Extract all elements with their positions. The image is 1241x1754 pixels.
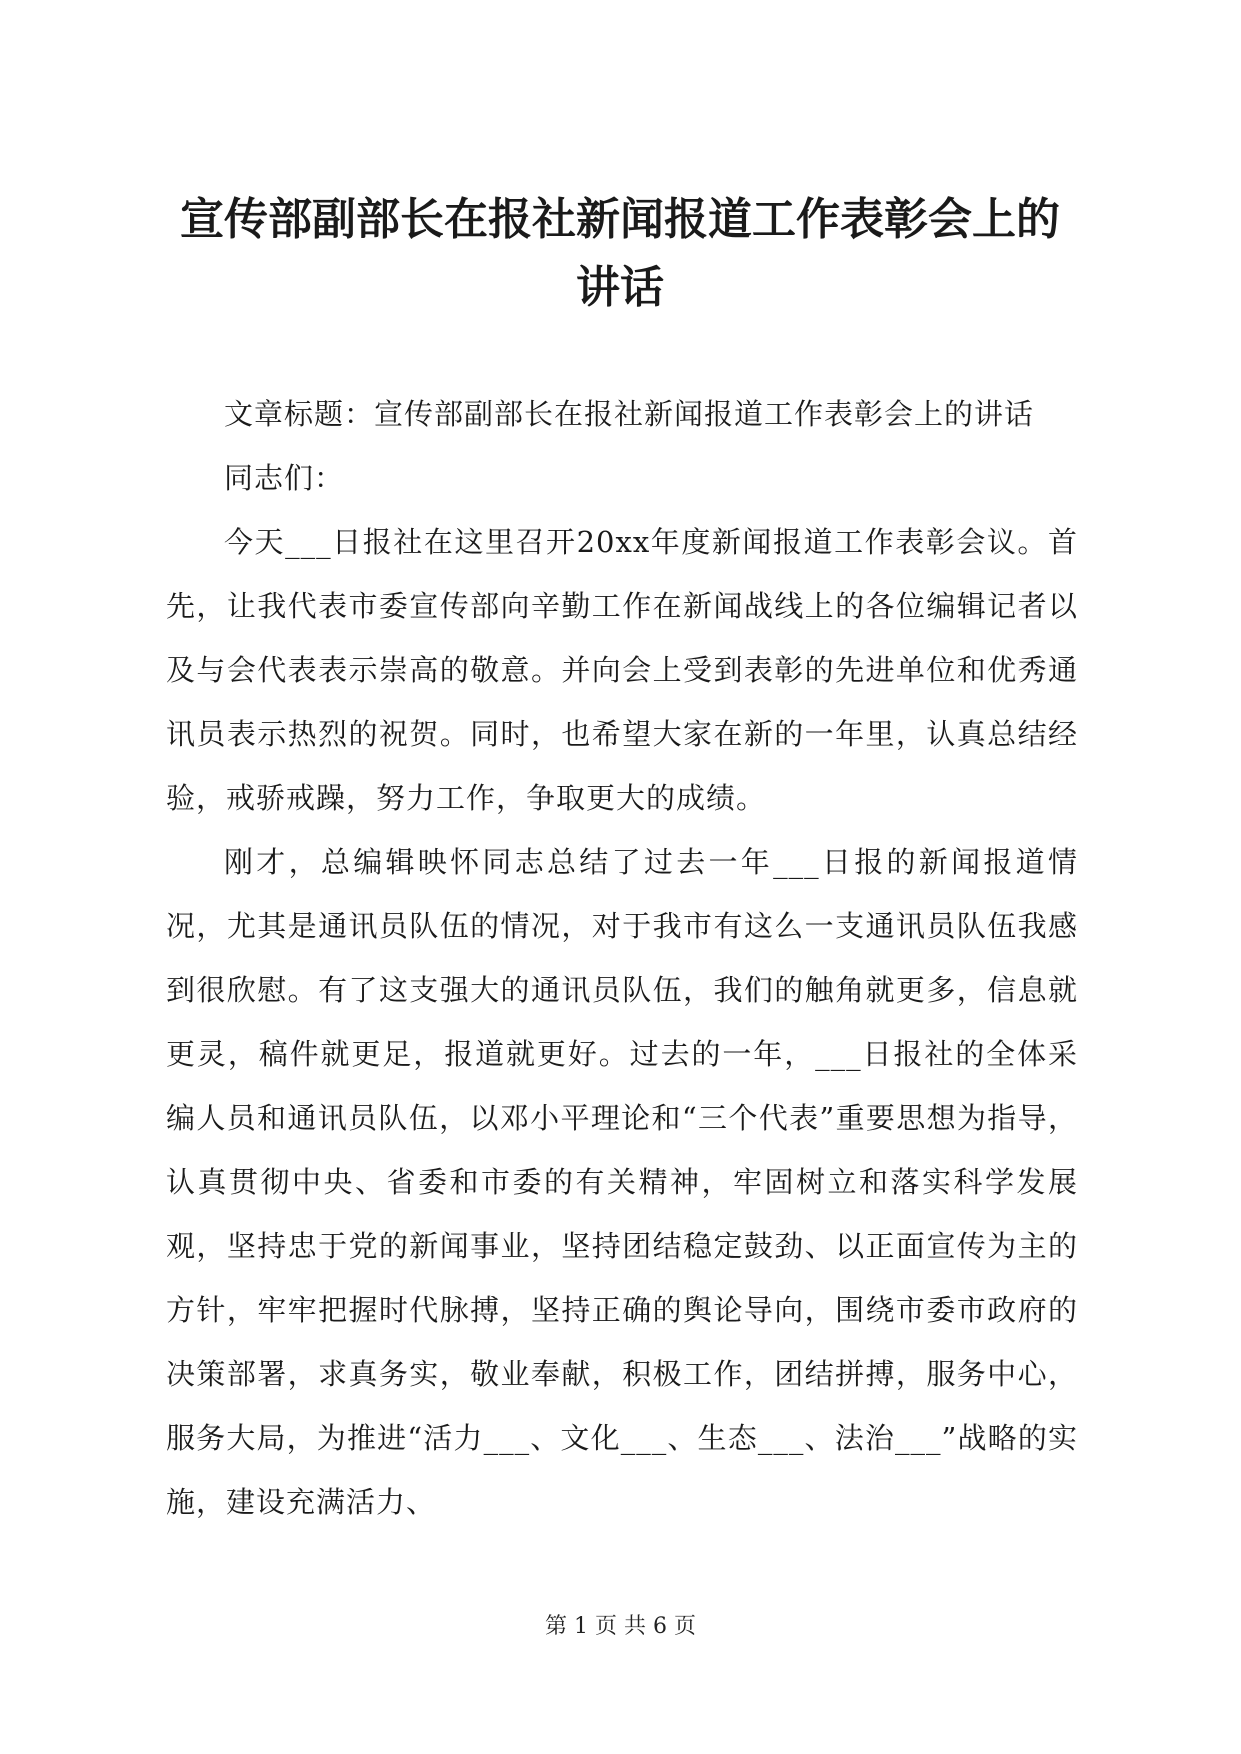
paragraph-article-title: 文章标题：宣传部副部长在报社新闻报道工作表彰会上的讲话: [224, 397, 1035, 431]
document-title: 宣传部副部长在报社新闻报道工作表彰会上的讲话: [180, 194, 1060, 313]
page-footer: 第 1 页 共 6 页: [545, 1614, 696, 1639]
document-body: [166, 382, 1078, 1534]
paragraph-opening: 今天___日报社在这里召开20xx年度新闻报道工作表彰会议。首先，让我代表市委宣传部向辛勤工作在新闻战线上的各位编辑记者以及与会代表表示崇高的敬意。并向会上受到表彰的先进单位和优秀通讯员表示热烈的祝贺。同时，也希望大家在新的一年里，认真总结经验，戒骄戒躁，努力工作，争取更大的成绩。: [166, 525, 1078, 815]
paragraph-salutation: 同志们：: [224, 461, 345, 495]
paragraph-review: 刚才，总编辑映怀同志总结了过去一年___日报的新闻报道情况，尤其是通讯员队伍的情况，对于我市有这么一支通讯员队伍我感到很欣慰。有了这支强大的通讯员队伍，我们的触角就更多，信息就更灵，稿件就更足，报道就更好。过去的一年，___日报社的全体采编人员和通讯员队伍，以邓小平理论和“三个代表”重要思想为指导，认真贯彻中央、省委和市委的有关精神，牢固树立和落实科学发展观，坚持忠于党的新闻事业，坚持团结稳定鼓劲、以正面宣传为主的方针，牢牢把握时代脉搏，坚持正确的舆论导向，围绕市委市政府的决策部署，求真务实，敬业奉献，积极工作，团结拼搏，服务中心，服务大局，为推进“活力___、文化___、生态___、法治___”战略的实施，建设充满活力、: [166, 845, 1078, 1519]
